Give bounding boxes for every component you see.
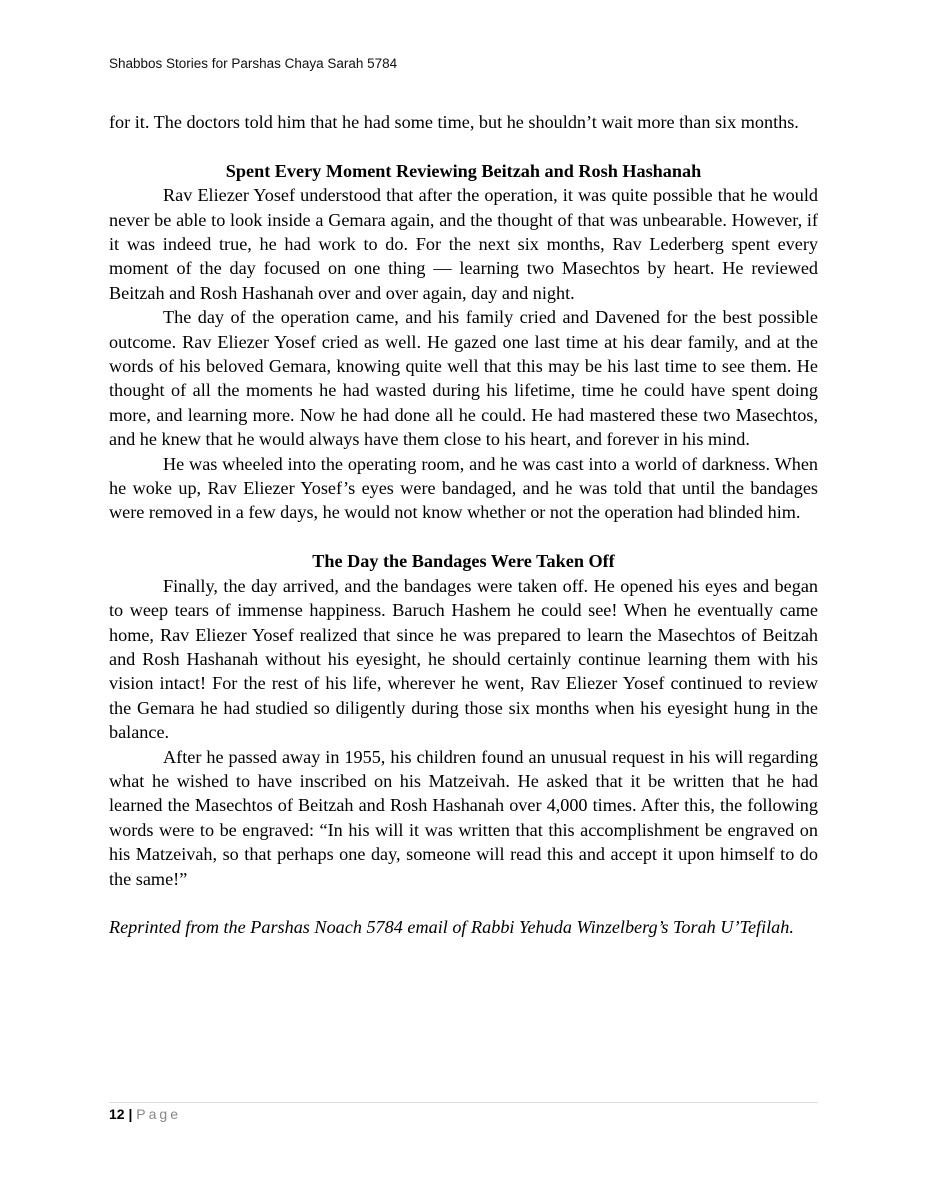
page-footer (109, 1106, 181, 1122)
section-heading: Spent Every Moment Reviewing Beitzah and Rosh Hashanah (225, 160, 702, 181)
section-heading: The Day the Bandages Were Taken Off (312, 551, 615, 572)
paragraph: Rav Eliezer Yosef understood that after the operation, it was quite possible that he would never be able to look inside a Gemara again, and the thought of that was unbearable. However, if it was indeed true, he had work to do. For the next six months, Rav Lederberg spent every moment of the day focused on one thing — learning two Masechtos by heart. He reviewed Beitzah and Rosh Hashanah over and over again, day and night. (109, 185, 818, 303)
paragraph: for it. The doctors told him that he had some time, but he shouldn’t wait more than six months. (109, 112, 799, 132)
paragraph: After he passed away in 1955, his children found an unusual request in his will regarding what he wished to have inscribed on his Matzeivah. He asked that it be written that he had learned the Masechtos of Beitzah and Rosh Hashanah over 4,000 times. After this, the following words were to be engraved: “In his will it was written that this accomplishment be engraved on his Matzeivah, so that perhaps one day, someone will read this and accept it upon himself to do the same!” (109, 746, 818, 889)
paragraph: The day of the operation came, and his family cried and Davened for the best possible outcome. Rav Eliezer Yosef cried as well. He gazed one last time at his dear family, and at the words of his beloved Gemara, knowing quite well that this may be his last time to see them. He thought of all the moments he had wasted during his lifetime, time he could have spent doing more, and learning more. Now he had done all he could. He had mastered these two Masechtos, and he knew that he would always have them close to his heart, and forever in his mind. (109, 307, 818, 450)
page-number: 12 (109, 1106, 125, 1122)
paragraph: Finally, the day arrived, and the bandages were taken off. He opened his eyes and began to weep tears of immense happiness. Baruch Hashem he could see! When he eventually came home, Rav Eliezer Yosef realized that since he was prepared to learn the Masechtos of Beitzah and Rosh Hashanah without his eyesight, he should certainly continue learning them with his vision intact! For the rest of his life, wherever he went, Rav Eliezer Yosef continued to review the Gemara he had studied so diligently during those six months when his eyesight hung in the balance. (109, 575, 818, 743)
credit-line: Reprinted from the Parshas Noach 5784 email of Rabbi Yehuda Winzelberg’s Torah U’Tefilah. (109, 917, 794, 938)
paragraph: He was wheeled into the operating room, and he was cast into a world of darkness. When he woke up, Rav Eliezer Yosef’s eyes were bandaged, and he was told that until the bandages were removed in a few days, he would not know whether or not the operation had blinded him. (109, 453, 818, 523)
footer-separator: | (128, 1106, 133, 1122)
footer-divider (109, 1102, 818, 1103)
page-label: Page (136, 1106, 181, 1122)
page-header: Shabbos Stories for Parshas Chaya Sarah 5784 (109, 56, 398, 71)
document-body (109, 110, 818, 940)
